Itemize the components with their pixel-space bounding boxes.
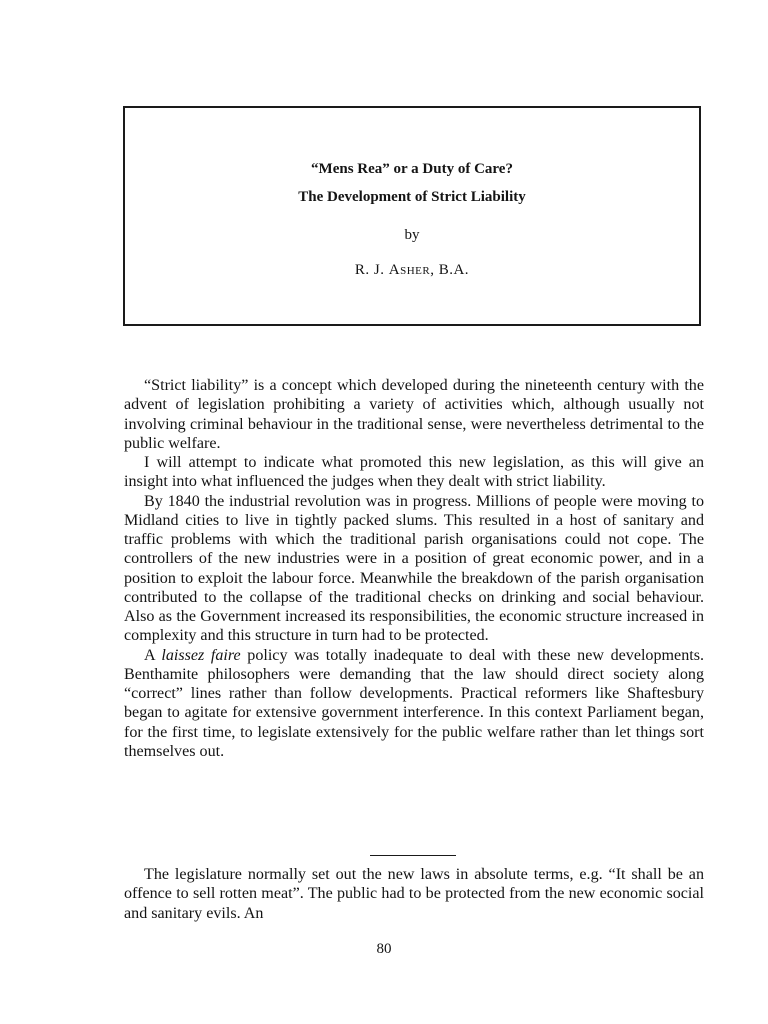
paragraph-1: “Strict liability” is a concept which developed during the nineteenth century with the advent of legislation prohibiting a variety of activities which, although usually not involving criminal behaviour in the traditional sense, were nevertheless detrimental to the public welfare. bbox=[124, 377, 704, 452]
article-body bbox=[124, 376, 704, 761]
paragraph-5: The legislature normally set out the new laws in absolute terms, e.g. “It shall be an offence to sell rotten meat”. The public had to be protected from the new economic social and sanitary evils. An bbox=[124, 866, 704, 922]
author-name bbox=[125, 262, 699, 279]
author-degree: , B.A. bbox=[430, 262, 470, 278]
paragraph-2: I will attempt to indicate what promoted this new legislation, as this will give an insight into what influenced the judges when they dealt with strict liability. bbox=[124, 454, 704, 491]
section-divider bbox=[370, 855, 456, 856]
byline-by: by bbox=[404, 227, 420, 243]
author-surname: Asher bbox=[388, 262, 431, 278]
paragraph-4-start: A bbox=[144, 646, 162, 664]
author-initials: R. J. bbox=[354, 262, 389, 278]
paragraph-4-italic: laissez faire bbox=[161, 646, 241, 664]
article-subtitle: The Development of Strict Liability bbox=[298, 189, 526, 205]
paragraph-4-rest: policy was totally inadequate to deal with these new developments. Benthamite philosophers were demanding that the law should direct society along “correct” lines rather than follow developments. Practical reformers like Shaftesbury began to agitate for extensive government interference. In this context Parliament began, for the first time, to legislate extensively for the public welfare rather than let things sort themselves out. bbox=[124, 646, 704, 760]
paragraph-4 bbox=[124, 646, 704, 762]
article-body-continued bbox=[124, 865, 704, 923]
title-box bbox=[123, 106, 701, 326]
paragraph-3: By 1840 the industrial revolution was in progress. Millions of people were moving to Midland cities to live in tightly packed slums. This resulted in a host of sanitary and traffic problems with which the traditional parish organisations could not cope. The controllers of the new industries were in a position of great economic power, and in a position to exploit the labour force. Meanwhile the breakdown of the parish organisation contributed to the collapse of the traditional checks on drinking and social behaviour. Also as the Government increased its responsibilities, the economic structure increased in complexity and this structure in turn had to be protected. bbox=[124, 492, 704, 645]
page-number: 80 bbox=[376, 941, 392, 957]
article-title: “Mens Rea” or a Duty of Care? bbox=[311, 161, 513, 177]
